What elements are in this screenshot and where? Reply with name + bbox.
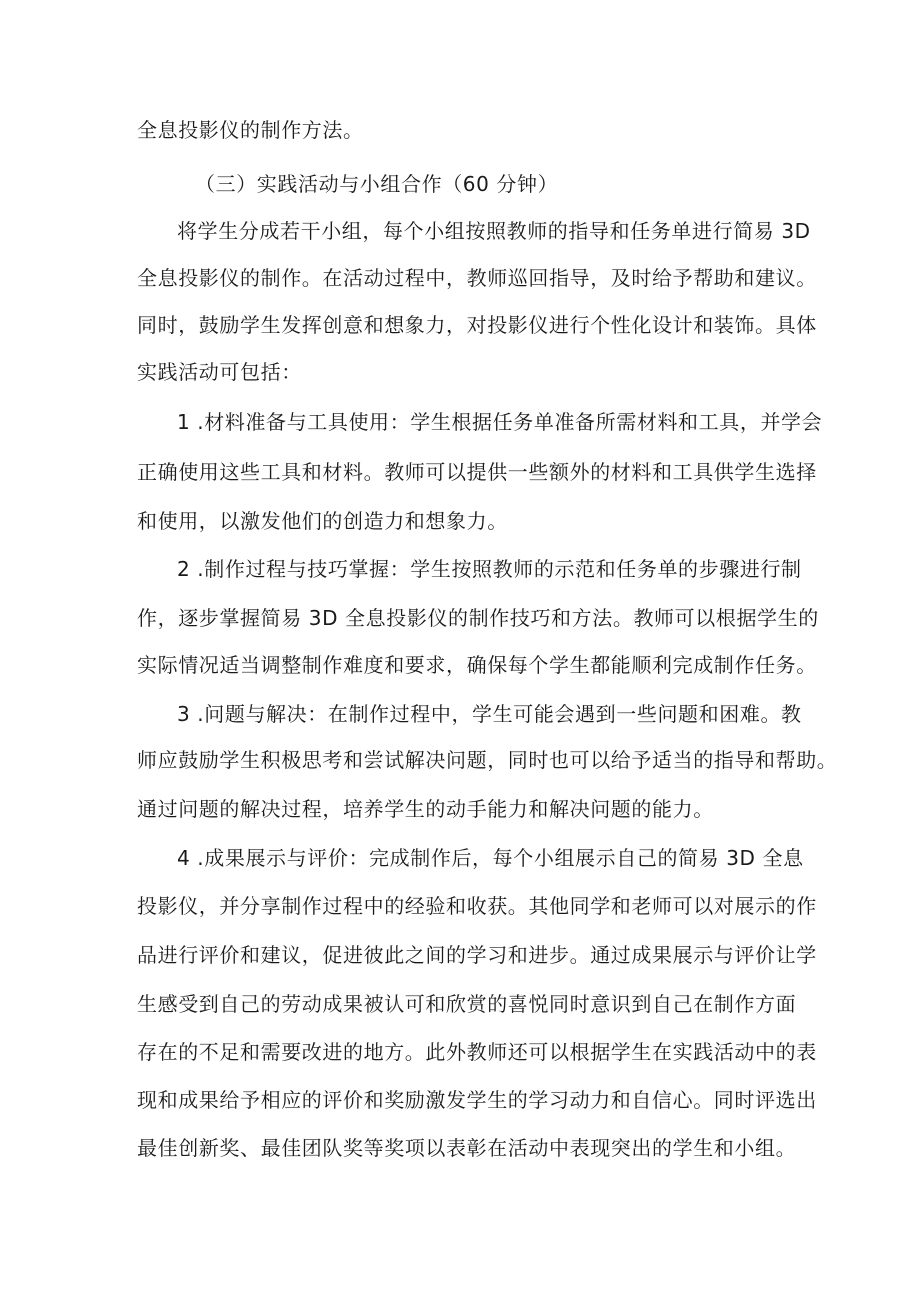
- text-line: 实践活动可包括：: [137, 360, 302, 384]
- text-line: 同时，鼓励学生发挥创意和想象力，对投影仪进行个性化设计和装饰。具体: [137, 313, 817, 337]
- text-line: 全息投影仪的制作。在活动过程中，教师巡回指导，及时给予帮助和建议。: [137, 266, 817, 290]
- text-line: 将学生分成若干小组，每个小组按照教师的指导和任务单进行简易 3D: [177, 219, 811, 243]
- text-line: 现和成果给予相应的评价和奖励激发学生的学习动力和自信心。同时评选出: [137, 1088, 817, 1112]
- text-line: 生感受到自己的劳动成果被认可和欣赏的喜悦同时意识到自己在制作方面: [137, 992, 797, 1016]
- list-item-1: 1 .材料准备与工具使用：学生根据任务单准备所需材料和工具，并学会: [177, 410, 823, 434]
- text-line: 最佳创新奖、最佳团队奖等奖项以表彰在活动中表现突出的学生和小组。: [137, 1136, 797, 1160]
- text-line: 和使用，以激发他们的创造力和想象力。: [137, 509, 508, 533]
- text-line: 正确使用这些工具和材料。教师可以提供一些额外的材料和工具供学生选择: [137, 460, 817, 484]
- text-line: 通过问题的解决过程，培养学生的动手能力和解决问题的能力。: [137, 797, 714, 821]
- text-line: 作，逐步掌握简易 3D 全息投影仪的制作技巧和方法。教师可以根据学生的: [137, 606, 819, 630]
- text-line: 存在的不足和需要改进的地方。此外教师还可以根据学生在实践活动中的表: [137, 1040, 817, 1064]
- text-line: 师应鼓励学生积极思考和尝试解决问题，同时也可以给予适当的指导和帮助。: [137, 748, 838, 772]
- text-line: 投影仪，并分享制作过程中的经验和收获。其他同学和老师可以对展示的作: [137, 894, 817, 918]
- section-heading: （三）实践活动与小组合作（60 分钟）: [195, 172, 559, 196]
- text-line: 品进行评价和建议，促进彼此之间的学习和进步。通过成果展示与评价让学: [137, 943, 817, 967]
- text-line: 全息投影仪的制作方法。: [137, 118, 364, 142]
- list-item-2: 2 .制作过程与技巧掌握：学生按照教师的示范和任务单的步骤进行制: [177, 557, 802, 581]
- text-line: 实际情况适当调整制作难度和要求，确保每个学生都能顺利完成制作任务。: [137, 653, 817, 677]
- list-item-4: 4 .成果展示与评价：完成制作后，每个小组展示自己的简易 3D 全息: [177, 846, 804, 870]
- list-item-3: 3 .问题与解决：在制作过程中，学生可能会遇到一些问题和困难。教: [177, 702, 802, 726]
